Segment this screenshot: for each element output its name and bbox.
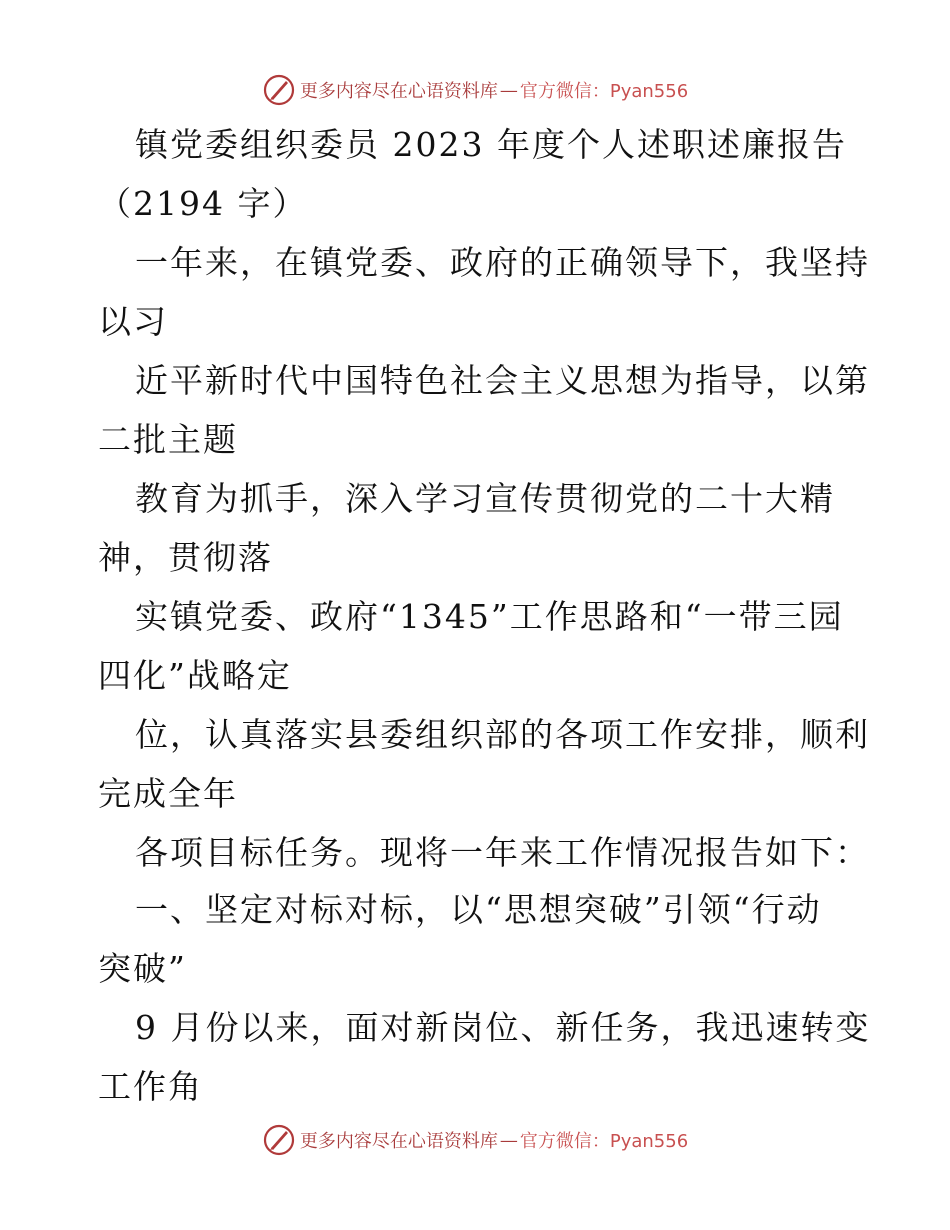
paragraph-line: 9 月份以来，面对新岗位、新任务，我迅速转变 bbox=[135, 1008, 871, 1047]
paragraph-line: 近平新时代中国特色社会主义思想为指导，以第 bbox=[135, 361, 870, 400]
document-subtitle: （2194 字） bbox=[98, 184, 308, 223]
watermark-separator: — bbox=[499, 79, 518, 101]
paragraph-line: 工作角 bbox=[98, 1067, 203, 1106]
section-heading: 一、坚定对标对标，以“思想突破”引领“行动 bbox=[135, 890, 822, 929]
watermark-contact: 官方微信：Pyan556 bbox=[519, 1131, 689, 1152]
footer-watermark bbox=[0, 1122, 950, 1158]
quill-logo-icon bbox=[262, 1123, 296, 1157]
paragraph-line: 完成全年 bbox=[98, 774, 238, 813]
watermark-text: 更多内容尽在心语资料库 bbox=[299, 81, 498, 102]
watermark-contact: 官方微信：Pyan556 bbox=[519, 81, 689, 102]
header-watermark bbox=[0, 72, 950, 108]
paragraph-line: 以习 bbox=[98, 302, 168, 341]
paragraph-line: 神，贯彻落 bbox=[98, 538, 273, 577]
paragraph-line: 位，认真落实县委组织部的各项工作安排，顺利 bbox=[135, 715, 870, 754]
watermark-separator: — bbox=[499, 1129, 518, 1151]
watermark-text: 更多内容尽在心语资料库 bbox=[299, 1131, 498, 1152]
paragraph-line: 一年来，在镇党委、政府的正确领导下，我坚持 bbox=[135, 243, 870, 282]
paragraph-line: 教育为抓手，深入学习宣传贯彻党的二十大精 bbox=[135, 479, 835, 518]
paragraph-line: 二批主题 bbox=[98, 420, 238, 459]
quill-logo-icon bbox=[262, 73, 296, 107]
document-title: 镇党委组织委员 2023 年度个人述职述廉报告 bbox=[135, 125, 847, 164]
paragraph-line: 四化”战略定 bbox=[98, 656, 292, 695]
section-heading-continued: 突破” bbox=[98, 949, 187, 988]
paragraph-line: 各项目标任务。现将一年来工作情况报告如下： bbox=[135, 833, 870, 872]
paragraph-line: 实镇党委、政府“1345”工作思路和“一带三园 bbox=[135, 597, 844, 636]
